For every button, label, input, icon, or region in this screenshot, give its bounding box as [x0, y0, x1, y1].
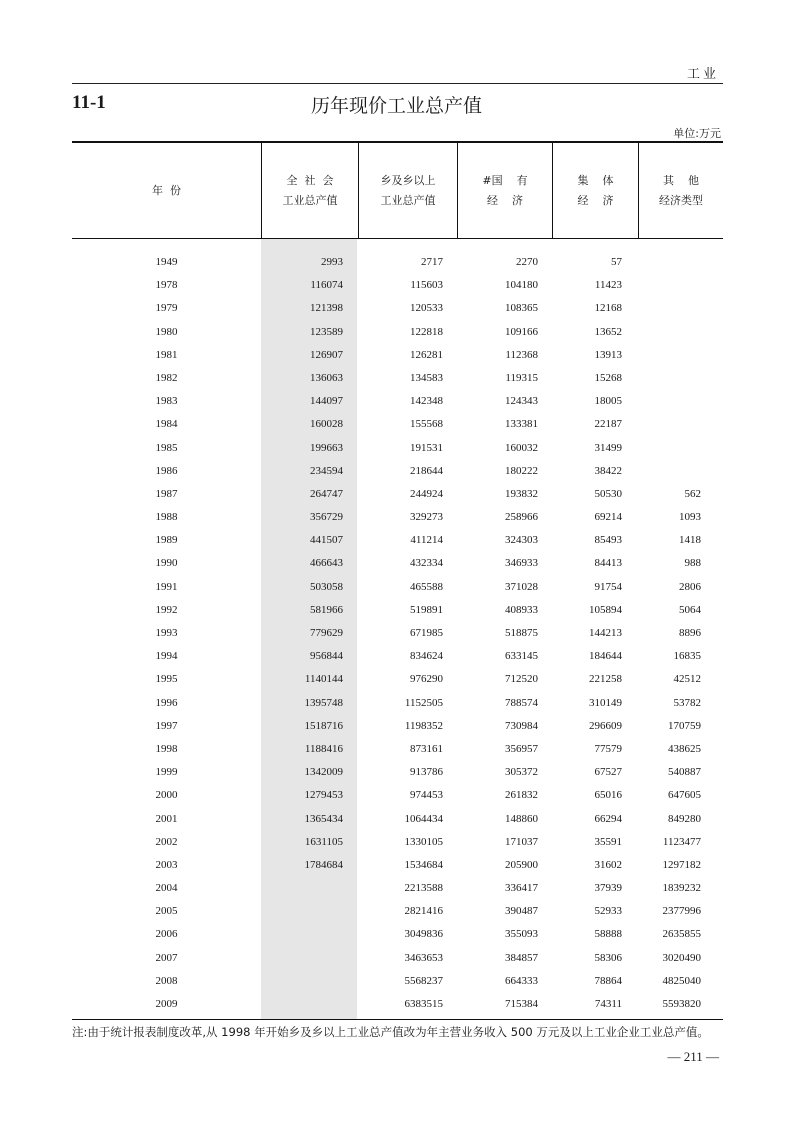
table-row [72, 668, 723, 691]
cell-collective: 31602 [594, 858, 622, 871]
cell-year: 1985 [155, 441, 178, 454]
table-row [72, 645, 723, 668]
table-row [72, 715, 723, 738]
cell-state: 171037 [505, 835, 538, 848]
cell-collective: 11423 [594, 279, 622, 292]
cell-township: 1330105 [404, 835, 443, 848]
cell-total: 1518716 [304, 719, 343, 732]
cell-collective: 15268 [594, 371, 622, 384]
table-row [72, 599, 723, 622]
col-header-line: 其 他 [663, 173, 699, 187]
table-row [72, 251, 723, 274]
cell-collective: 221258 [589, 673, 622, 686]
table-row [72, 923, 723, 946]
table-row [72, 297, 723, 320]
cell-other: 16835 [673, 650, 701, 663]
cell-state: 356957 [505, 742, 538, 755]
cell-other: 2377996 [662, 905, 701, 918]
cell-year: 1993 [155, 627, 178, 639]
table-row [72, 947, 723, 970]
cell-total: 441507 [310, 534, 343, 547]
cell-state: 336417 [505, 882, 538, 895]
cell-township: 244924 [410, 487, 443, 500]
cell-other: 1418 [679, 534, 701, 547]
table-row [72, 321, 723, 344]
cell-year: 1987 [155, 487, 178, 500]
cell-state: 109166 [505, 325, 538, 338]
cell-total: 466643 [310, 557, 343, 570]
cell-township: 834624 [410, 650, 443, 663]
cell-township: 5568237 [404, 974, 443, 987]
cell-total: 136063 [310, 371, 343, 384]
cell-collective: 31499 [594, 441, 622, 454]
cell-total: 160028 [310, 418, 343, 431]
cell-other: 1093 [679, 511, 701, 524]
table-row [72, 506, 723, 529]
cell-total: 956844 [310, 650, 343, 663]
cell-township: 411214 [410, 534, 443, 547]
cell-state: 355093 [505, 928, 538, 941]
cell-state: 261832 [505, 789, 538, 802]
cell-year: 1999 [155, 766, 178, 779]
table-row [72, 529, 723, 552]
cell-year: 1949 [155, 256, 178, 268]
cell-township: 134583 [410, 371, 443, 384]
col-header-line: 年 份 [152, 183, 181, 197]
table-row [72, 738, 723, 761]
cell-township: 1534684 [404, 858, 443, 871]
cell-township: 1064434 [404, 812, 443, 825]
cell-collective: 144213 [589, 627, 622, 639]
cell-other: 5064 [679, 603, 701, 616]
page-number: — 211 — [667, 1049, 719, 1064]
cell-total: 121398 [310, 302, 343, 315]
table-row [72, 274, 723, 297]
cell-other: 849280 [668, 812, 701, 825]
cell-state: 2270 [516, 256, 538, 268]
cell-total: 779629 [310, 627, 343, 639]
cell-year: 2002 [155, 835, 178, 848]
cell-total: 1395748 [304, 696, 343, 709]
cell-township: 913786 [410, 766, 443, 779]
cell-township: 2821416 [404, 905, 443, 918]
section-label: 工业 [686, 67, 719, 82]
cell-township: 3463653 [404, 951, 443, 964]
cell-state: 124343 [505, 395, 538, 408]
cell-township: 976290 [410, 673, 443, 686]
cell-collective: 91754 [594, 580, 622, 593]
cell-collective: 22187 [594, 418, 622, 431]
cell-other: 5593820 [662, 998, 701, 1010]
cell-total: 126907 [310, 348, 343, 361]
cell-year: 1980 [155, 325, 178, 338]
cell-collective: 37939 [594, 882, 622, 895]
table-row [72, 808, 723, 831]
cell-total: 123589 [310, 325, 343, 338]
cell-year: 1981 [155, 348, 178, 361]
table-row [72, 413, 723, 436]
cell-year: 1978 [155, 279, 178, 292]
cell-total: 199663 [310, 441, 343, 454]
cell-other: 1297182 [662, 858, 701, 871]
col-header-line: 经 济 [577, 193, 614, 207]
cell-year: 1991 [155, 580, 178, 593]
cell-year: 1982 [155, 371, 178, 384]
cell-state: 180222 [505, 464, 538, 477]
cell-year: 1979 [155, 302, 178, 315]
cell-year: 2006 [155, 928, 178, 941]
cell-other: 1839232 [662, 882, 701, 895]
col-header-state [457, 143, 552, 238]
cell-collective: 105894 [589, 603, 622, 616]
cell-other: 562 [684, 487, 701, 500]
table-rows [72, 251, 723, 1016]
cell-state: 712520 [505, 673, 538, 686]
table-row [72, 437, 723, 460]
cell-township: 671985 [410, 627, 443, 639]
cell-state: 112368 [505, 348, 538, 361]
cell-total: 1279453 [304, 789, 343, 802]
cell-township: 873161 [410, 742, 443, 755]
cell-year: 1989 [155, 534, 178, 547]
table-row [72, 831, 723, 854]
cell-state: 193832 [505, 487, 538, 500]
cell-collective: 52933 [594, 905, 622, 918]
cell-other: 540887 [668, 766, 701, 779]
cell-other: 1123477 [662, 835, 701, 848]
cell-state: 390487 [505, 905, 538, 918]
cell-township: 2213588 [404, 882, 443, 895]
cell-total: 234594 [310, 464, 343, 477]
cell-year: 2001 [155, 812, 178, 825]
cell-total: 356729 [310, 511, 343, 524]
cell-township: 519891 [410, 603, 443, 616]
cell-year: 1994 [155, 650, 178, 663]
cell-year: 1984 [155, 418, 178, 431]
cell-collective: 58888 [594, 928, 622, 941]
cell-collective: 58306 [594, 951, 622, 964]
table-row [72, 622, 723, 645]
table-row [72, 460, 723, 483]
cell-other: 53782 [673, 696, 701, 709]
table-row [72, 761, 723, 784]
cell-year: 1986 [155, 464, 178, 477]
table-row [72, 552, 723, 575]
cell-collective: 13913 [594, 348, 622, 361]
cell-total: 2993 [321, 256, 343, 268]
cell-collective: 296609 [589, 719, 622, 732]
cell-year: 1990 [155, 557, 178, 570]
cell-state: 788574 [505, 696, 538, 709]
col-header-other [638, 143, 723, 238]
cell-township: 974453 [410, 789, 443, 802]
table-row [72, 367, 723, 390]
cell-state: 148860 [505, 812, 538, 825]
cell-state: 205900 [505, 858, 538, 871]
cell-year: 1998 [155, 742, 178, 755]
cell-total: 1188416 [304, 742, 343, 755]
table-row [72, 483, 723, 506]
cell-total: 1365434 [304, 812, 343, 825]
table-row [72, 784, 723, 807]
cell-collective: 184644 [589, 650, 622, 663]
cell-other: 4825040 [662, 974, 701, 987]
cell-state: 258966 [505, 511, 538, 524]
cell-state: 730984 [505, 719, 538, 732]
cell-state: 715384 [505, 998, 538, 1010]
footnote: 注:由于统计报表制度改革,从 1998 年开始乡及乡以上工业总产值改为年主营业务收入 500 万元及以上工业企业工业总产值。 [72, 1025, 709, 1039]
col-header-line: 乡及乡以上 [380, 173, 436, 187]
cell-township: 126281 [410, 348, 443, 361]
cell-township: 329273 [410, 511, 443, 524]
cell-total: 1140144 [304, 673, 343, 686]
cell-other: 8896 [679, 627, 701, 639]
cell-state: 108365 [505, 302, 538, 315]
cell-state: 133381 [505, 418, 538, 431]
cell-year: 1983 [155, 395, 178, 408]
cell-year: 2007 [155, 951, 178, 964]
col-header-line: 经 济 [487, 193, 523, 207]
cell-total: 116074 [310, 279, 343, 292]
table-row [72, 900, 723, 923]
cell-state: 664333 [505, 974, 538, 987]
cell-township: 1198352 [404, 719, 443, 732]
cell-township: 122818 [410, 325, 443, 338]
cell-collective: 67527 [594, 766, 622, 779]
cell-other: 42512 [673, 673, 701, 686]
cell-state: 518875 [505, 627, 538, 639]
col-header-line: 集 体 [577, 173, 614, 187]
cell-state: 371028 [505, 580, 538, 593]
header-rule [72, 83, 723, 84]
cell-collective: 18005 [594, 395, 622, 408]
cell-year: 2008 [155, 974, 178, 987]
cell-township: 3049836 [404, 928, 443, 941]
cell-other: 2635855 [662, 928, 701, 941]
cell-year: 2004 [155, 882, 178, 895]
cell-township: 120533 [410, 302, 443, 315]
cell-year: 1988 [155, 511, 178, 524]
col-header-line: 经济类型 [659, 193, 703, 207]
cell-collective: 50530 [594, 487, 622, 500]
cell-collective: 57 [611, 256, 622, 268]
cell-collective: 85493 [594, 534, 622, 547]
cell-total: 581966 [310, 603, 343, 616]
table-row [72, 877, 723, 900]
cell-township: 465588 [410, 580, 443, 593]
cell-other: 647605 [668, 789, 701, 802]
cell-year: 2009 [155, 998, 178, 1010]
col-header-year [72, 143, 261, 238]
cell-year: 2000 [155, 789, 178, 802]
cell-township: 155568 [410, 418, 443, 431]
cell-township: 6383515 [404, 998, 443, 1010]
col-header-line: 工业总产值 [380, 193, 436, 207]
col-header-collective [552, 143, 638, 238]
cell-state: 104180 [505, 279, 538, 292]
table-row [72, 970, 723, 993]
table-row [72, 692, 723, 715]
cell-other: 3020490 [662, 951, 701, 964]
cell-total: 1342009 [304, 766, 343, 779]
col-header-total [261, 143, 358, 238]
cell-state: 633145 [505, 650, 538, 663]
cell-total: 144097 [310, 395, 343, 408]
unit-label: 单位:万元 [673, 127, 721, 140]
table-row [72, 854, 723, 877]
data-table [72, 141, 723, 1020]
cell-other: 170759 [668, 719, 701, 732]
cell-other: 988 [684, 557, 701, 570]
cell-collective: 38422 [594, 464, 622, 477]
col-header-line: 工业总产值 [282, 193, 338, 207]
cell-township: 115603 [410, 279, 443, 292]
cell-collective: 310149 [589, 696, 622, 709]
cell-collective: 78864 [594, 974, 622, 987]
table-row [72, 576, 723, 599]
cell-year: 1997 [155, 719, 178, 732]
cell-collective: 65016 [594, 789, 622, 802]
col-header-line: 全 社 会 [286, 173, 334, 187]
cell-township: 1152505 [404, 696, 443, 709]
col-header-township [358, 143, 457, 238]
table-row [72, 390, 723, 413]
cell-township: 218644 [410, 464, 443, 477]
cell-township: 2717 [421, 256, 443, 268]
cell-year: 2003 [155, 858, 178, 871]
cell-township: 432334 [410, 557, 443, 570]
cell-state: 305372 [505, 766, 538, 779]
cell-state: 346933 [505, 557, 538, 570]
cell-township: 142348 [410, 395, 443, 408]
cell-total: 503058 [310, 580, 343, 593]
cell-township: 191531 [410, 441, 443, 454]
cell-collective: 13652 [594, 325, 622, 338]
cell-state: 324303 [505, 534, 538, 547]
cell-year: 1995 [155, 673, 178, 686]
cell-state: 160032 [505, 441, 538, 454]
cell-collective: 84413 [594, 557, 622, 570]
cell-collective: 74311 [594, 998, 622, 1010]
cell-year: 1996 [155, 696, 178, 709]
cell-state: 384857 [505, 951, 538, 964]
cell-collective: 12168 [594, 302, 622, 315]
cell-collective: 77579 [594, 742, 622, 755]
cell-total: 264747 [310, 487, 343, 500]
cell-year: 2005 [155, 905, 178, 918]
table-row [72, 993, 723, 1016]
cell-other: 2806 [679, 580, 701, 593]
cell-year: 1992 [155, 603, 178, 616]
cell-state: 119315 [505, 371, 538, 384]
table-code: 11-1 [72, 92, 106, 113]
table-title: 历年现价工业总产值 [310, 95, 482, 117]
cell-collective: 69214 [594, 511, 622, 524]
table-row [72, 344, 723, 367]
cell-collective: 66294 [594, 812, 622, 825]
col-header-line: #国 有 [482, 173, 528, 187]
cell-state: 408933 [505, 603, 538, 616]
cell-total: 1631105 [304, 835, 343, 848]
cell-total: 1784684 [304, 858, 343, 871]
table-header [72, 143, 723, 239]
table-body [72, 239, 723, 1019]
cell-collective: 35591 [594, 835, 622, 848]
cell-other: 438625 [668, 742, 701, 755]
